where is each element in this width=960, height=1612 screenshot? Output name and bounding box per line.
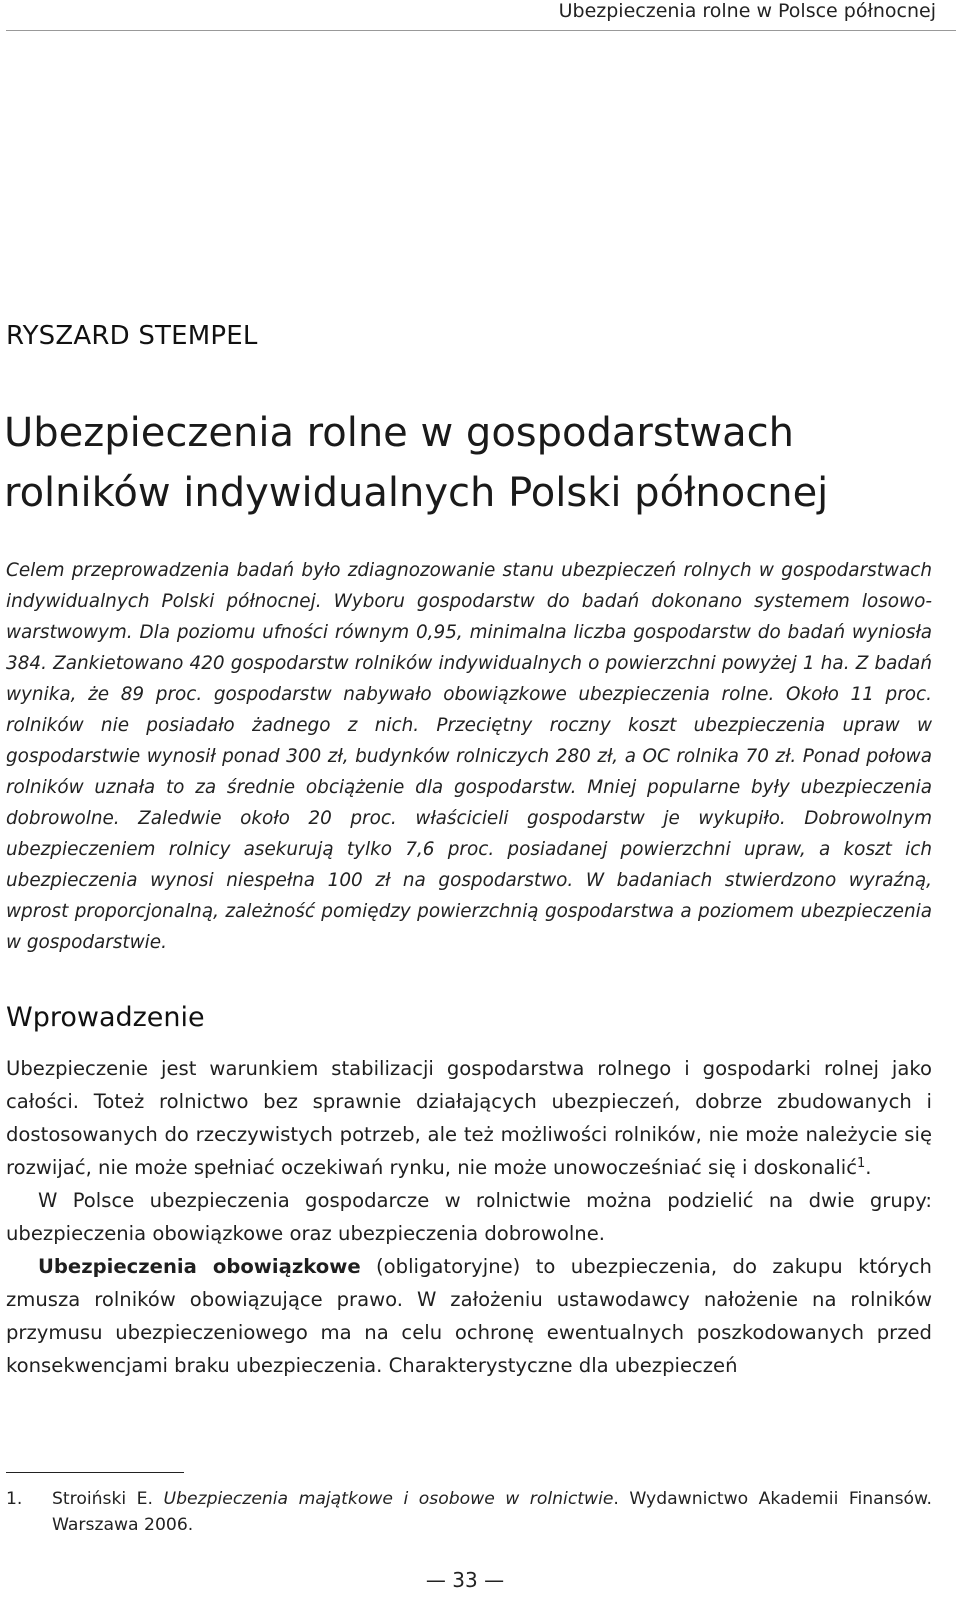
paragraph-3-text: (obligatoryjne) to ubezpieczenia, do zakupu których zmusza rolników obowiązujące prawo. W założeniu ustawodawcy nałożenie na rolników przymusu ubezpieczeniowego ma na celu ochronę ewentualnych poszkodowanych przed konsekwencjami braku ubezpieczenia. Charakterystyczne dla ubezpieczeń [6,1255,932,1377]
title-line-1: Ubezpieczenia rolne w gospodarstwach [4,410,794,456]
body-text [6,1052,932,1382]
footnote [6,1486,932,1538]
section-heading: Wprowadzenie [6,1002,205,1033]
abstract: Celem przeprowadzenia badań było zdiagnozowanie stanu ubezpieczeń rolnych w gospodarstwach indywidualnych Polski północnej. Wyboru gospodarstw do badań dokonano systemem losowo-warstwowym. Dla poziomu ufności równym 0,95, minimalna liczba gospodarstw do badań wyniosła 384. Zankietowano 420 gospodarstw rolników indywidualnych o powierzchni powyżej 1 ha. Z badań wynika, że 89 proc. gospodarstw nabywało obowiązkowe ubezpieczenia rolne. Około 11 proc. rolników nie posiadało żadnego z nich. Przeciętny roczny koszt ubezpieczenia upraw w gospodarstwie wynosił ponad 300 zł, budynków rolniczych 280 zł, a OC rolnika 70 zł. Ponad połowa rolników uznała to za średnie obciążenie dla gospodarstw. Mniej popularne były ubezpieczenia dobrowolne. Zaledwie około 20 proc. właścicieli gospodarstw je wykupiło. Dobrowolnym ubezpieczeniem rolnicy asekurują tylko 7,6 proc. posiadanej powierzchni upraw, a koszt ich ubezpieczenia wynosi niespełna 100 zł na gospodarstwo. W badaniach stwierdzono wyraźną, wprost proporcjonalną, zależność pomiędzy powierzchnią gospodarstwa a poziomem ubezpieczenia w gospodarstwie. [6,560,932,953]
footnote-number: 1. [6,1489,23,1509]
footnote-title: Ubezpieczenia majątkowe i osobowe w rolnictwie [163,1489,614,1509]
paragraph-1 [6,1052,932,1184]
footnote-rule [6,1472,184,1473]
footnote-author: Stroiński E. [52,1489,164,1509]
page-number: — 33 — [425,1568,505,1592]
running-head: Ubezpieczenia rolne w Polsce północnej [558,0,936,22]
paragraph-1-end: . [865,1156,872,1179]
paragraph-1-text: Ubezpieczenie jest warunkiem stabilizacji gospodarstwa rolnego i gospodarki rolnej jako całości. Toteż rolnictwo bez sprawnie działających ubezpieczeń, dobrze zbudowanych i dostosowanych do rzeczywistych potrzeb, ale też możliwości rolników, nie może należycie się rozwijać, nie może spełniać oczekiwań rynku, nie może unowocześniać się i doskonalić [6,1057,932,1179]
paragraph-2: W Polsce ubezpieczenia gospodarcze w rolnictwie można podzielić na dwie grupy: ubezpieczenia obowiązkowe oraz ubezpieczenia dobrowolne. [6,1189,932,1245]
article-title [4,403,944,523]
header-rule [6,30,956,31]
paragraph-3 [6,1250,932,1382]
footnote-ref[interactable]: 1 [857,1156,866,1171]
paragraph-3-bold-term: Ubezpieczenia obowiązkowe [38,1255,361,1278]
footnote-rest: . Wydawnictwo Akademii Finansów. Warszawa 2006. [52,1489,932,1535]
title-line-2: rolników indywidualnych Polski północnej [4,470,829,516]
author-name: RYSZARD STEMPEL [6,321,258,351]
footnote-text [52,1486,932,1538]
